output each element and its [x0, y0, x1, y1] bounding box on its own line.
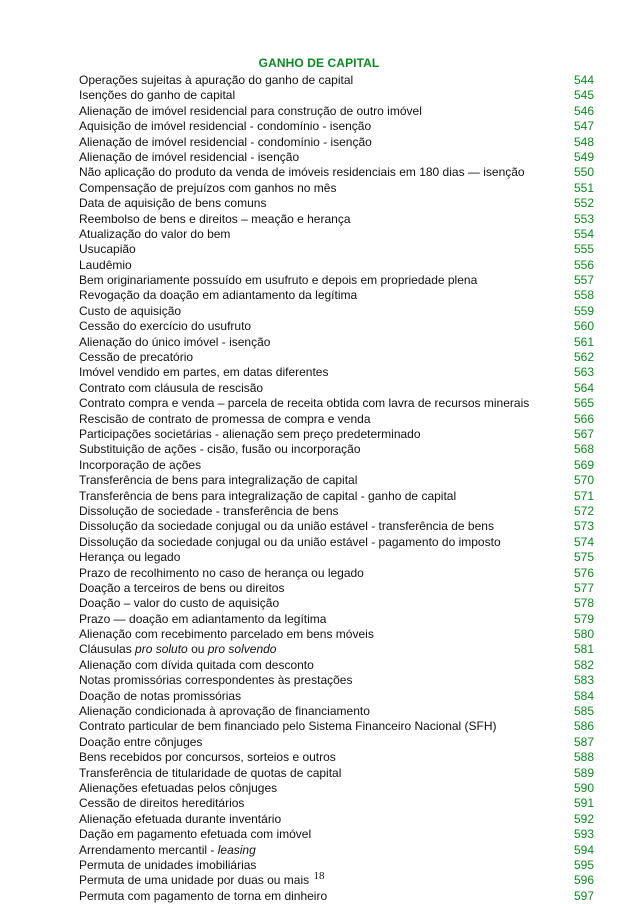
- toc-entry-page: 590: [573, 780, 594, 795]
- toc-entry: [79, 812, 594, 827]
- toc-entry-title: Reembolso de bens e direitos – meação e herança: [79, 211, 351, 226]
- toc-entry-page: 549: [573, 149, 594, 164]
- toc-entry: [79, 627, 594, 642]
- toc-entry: [79, 273, 594, 288]
- toc-entry-title: [79, 642, 276, 657]
- toc-entry: [79, 550, 594, 565]
- toc-entry: [79, 719, 594, 734]
- toc-entry-title: Alienação de imóvel residencial para construção de outro imóvel: [79, 103, 422, 118]
- toc-entry: [79, 781, 594, 796]
- toc-entry-title: Rescisão de contrato de promessa de compra e venda: [79, 411, 371, 426]
- toc-entry-page: 597: [573, 888, 594, 903]
- toc-entry-page: 588: [573, 750, 594, 765]
- toc-entry-title: Atualização do valor do bem: [79, 226, 231, 241]
- toc-entry-title: Operações sujeitas à apuração do ganho de capital: [79, 73, 354, 87]
- toc-entry: [79, 335, 594, 350]
- toc-entry-page: 569: [573, 457, 594, 472]
- toc-entry-title: Aquisição de imóvel residencial - condomínio - isenção: [79, 119, 372, 134]
- toc-entry-page: 584: [573, 688, 594, 703]
- toc-entry-title: Imóvel vendido em partes, em datas diferentes: [79, 365, 329, 380]
- toc-entry-page: 551: [573, 180, 594, 195]
- toc-entry-title: Prazo de recolhimento no caso de herança ou legado: [79, 565, 364, 580]
- toc-entry-title: Alienação do único imóvel - isenção: [79, 334, 271, 349]
- toc-entry-page: 587: [573, 734, 594, 749]
- toc-entry-page: 565: [573, 396, 594, 411]
- toc-entry: [79, 612, 594, 627]
- toc-entry-page: 591: [573, 796, 594, 811]
- toc-entry-page: 554: [573, 226, 594, 241]
- toc-entry-title: Cessão de direitos hereditários: [79, 796, 245, 811]
- toc-entry: [79, 196, 594, 211]
- page-number: 18: [313, 870, 325, 882]
- toc-entry-title: Bens recebidos por concursos, sorteios e outros: [79, 750, 336, 765]
- toc-entry: [79, 119, 594, 134]
- toc-entry: [79, 150, 594, 165]
- toc-entry-title-italic: pro soluto: [135, 642, 188, 657]
- toc-entry: [79, 212, 594, 227]
- toc-entry-title: Doação – valor do custo de aquisição: [79, 596, 280, 611]
- toc-entry: [79, 135, 594, 150]
- toc-entry-title-italic: pro solvendo: [207, 642, 277, 657]
- toc-entry: [79, 319, 594, 334]
- toc-entry-title-part: ou: [187, 642, 208, 657]
- toc-entry-title: Laudêmio: [79, 257, 132, 272]
- toc-entry: [79, 227, 594, 242]
- toc-entry-title: Alienação de imóvel residencial - condomínio - isenção: [79, 134, 372, 149]
- toc-entry-page: 553: [573, 211, 594, 226]
- toc-entry: [79, 642, 594, 657]
- toc-entry-title: Dissolução de sociedade - transferência de bens: [79, 503, 339, 518]
- toc-entry: [79, 396, 594, 411]
- toc-entry-title: Dação em pagamento efetuada com imóvel: [79, 827, 312, 842]
- toc-entry: [79, 88, 594, 103]
- toc-entry: [79, 596, 594, 611]
- toc-entry-page: 574: [573, 534, 594, 549]
- toc-entry-title: Contrato compra e venda – parcela de receita obtida com lavra de recursos minerais: [79, 396, 530, 411]
- toc-entry-title: Dissolução da sociedade conjugal ou da união estável - pagamento do imposto: [79, 534, 501, 549]
- toc-entry: [79, 473, 594, 488]
- toc-entry-page: 546: [573, 103, 594, 118]
- toc-entry-page: 560: [573, 319, 594, 334]
- toc-entry-page: 545: [573, 88, 594, 103]
- toc-entry: [79, 504, 594, 519]
- toc-entry: [79, 458, 594, 473]
- toc-entry-title: Usucapião: [79, 242, 136, 257]
- toc-entry-title: [79, 843, 256, 858]
- toc-entry-page: 572: [573, 503, 594, 518]
- toc-entry-title: Transferência de bens para integralização de capital: [79, 473, 358, 488]
- toc-entry-page: 582: [573, 657, 594, 672]
- toc-entry-page: 567: [573, 426, 594, 441]
- toc-entry-page: 571: [573, 488, 594, 503]
- toc-entry-title: Alienação com recebimento parcelado em bens móveis: [79, 627, 374, 642]
- toc-entry-title: Transferência de titularidade de quotas de capital: [79, 765, 342, 780]
- toc-entry: [79, 350, 594, 365]
- toc-entry-page: 564: [573, 380, 594, 395]
- toc-entry-page: 556: [573, 257, 594, 272]
- toc-entry: [79, 304, 594, 319]
- toc-entry-page: 562: [573, 350, 594, 365]
- toc-entry-page: 561: [573, 334, 594, 349]
- toc-entry-title: Alienações efetuadas pelos cônjuges: [79, 780, 278, 795]
- toc-entry: [79, 104, 594, 119]
- toc-entry: [79, 442, 594, 457]
- toc-entry: [79, 519, 594, 534]
- toc-entry-page: 577: [573, 580, 594, 595]
- toc-entry: [79, 242, 594, 257]
- toc-entry-page: 586: [573, 719, 594, 734]
- toc-entry-title: Permuta de unidades imobiliárias: [79, 857, 257, 872]
- toc-entry: [79, 427, 594, 442]
- toc-entry-title: Data de aquisição de bens comuns: [79, 196, 267, 211]
- toc-entry-title: Custo de aquisição: [79, 303, 182, 318]
- toc-entry-title: Cessão do exercício do usufruto: [79, 319, 252, 334]
- toc-entry-page: 592: [573, 811, 594, 826]
- toc-entry-title-part: Arrendamento mercantil -: [79, 842, 218, 857]
- toc-entry-title-italic: leasing: [217, 842, 256, 857]
- toc-entry-title-part: Cláusulas: [79, 642, 136, 657]
- toc-entry: [79, 535, 594, 550]
- toc-entry: [79, 288, 594, 303]
- toc-entry: [79, 704, 594, 719]
- toc-entry: [79, 181, 594, 196]
- toc-entry: [79, 750, 594, 765]
- toc-entry-title: Incorporação de ações: [79, 457, 202, 472]
- toc-entry-page: 559: [573, 303, 594, 318]
- toc-entry-title: Isenções do ganho de capital: [79, 88, 236, 103]
- toc-entry: [79, 766, 594, 781]
- toc-entry-page: 573: [573, 519, 594, 534]
- toc-entry: [79, 796, 594, 811]
- toc-entry: [79, 843, 594, 858]
- toc-entry-title: Doação entre cônjuges: [79, 734, 203, 749]
- toc-entry: [79, 658, 594, 673]
- toc-entry-page: 595: [573, 857, 594, 872]
- toc-entry-page: 585: [573, 704, 594, 719]
- toc-entry-page: 568: [573, 442, 594, 457]
- toc-entry: [79, 365, 594, 380]
- toc-entry-title: Alienação de imóvel residencial - isenção: [79, 149, 300, 164]
- toc-entry-title: Revogação da doação em adiantamento da legítima: [79, 288, 358, 303]
- toc-entry-page: 550: [573, 165, 594, 180]
- toc-entry-title: Prazo — doação em adiantamento da legítima: [79, 611, 327, 626]
- toc-entry: [79, 581, 594, 596]
- toc-entry-page: 575: [573, 550, 594, 565]
- toc-entry: [79, 73, 594, 88]
- toc-entry-page: 548: [573, 134, 594, 149]
- toc-entry: [79, 412, 594, 427]
- toc-entry-page: 566: [573, 411, 594, 426]
- toc-entry: [79, 566, 594, 581]
- toc-entry-title: Permuta com pagamento de torna em dinheiro: [79, 888, 328, 903]
- toc-entry: [79, 889, 594, 904]
- toc-entry-page: 563: [573, 365, 594, 380]
- toc-entry-title: Doação a terceiros de bens ou direitos: [79, 580, 285, 595]
- section-heading: GANHO DE CAPITAL: [258, 56, 380, 70]
- toc-entry-title: Alienação com dívida quitada com desconto: [79, 657, 314, 672]
- toc-entry-title: Dissolução da sociedade conjugal ou da união estável - transferência de bens: [79, 519, 494, 534]
- toc-entry: [79, 735, 594, 750]
- toc-entry-title: Bem originariamente possuído em usufruto e depois em propriedade plena: [79, 273, 478, 288]
- toc-entry-page: 583: [573, 673, 594, 688]
- toc-entry-page: 593: [573, 827, 594, 842]
- toc-entry-page: 578: [573, 596, 594, 611]
- toc-entry-page: 580: [573, 627, 594, 642]
- toc-entry: [79, 827, 594, 842]
- toc-entry-title: Substituição de ações - cisão, fusão ou incorporação: [79, 442, 361, 457]
- toc-entry-page: 594: [573, 842, 594, 857]
- toc-entry: [79, 258, 594, 273]
- toc-entry-page: 570: [573, 473, 594, 488]
- toc-entry-title: Não aplicação do produto da venda de imóveis residenciais em 180 dias — isenção: [79, 165, 525, 180]
- toc-entry-page: 581: [573, 642, 594, 657]
- toc-entry: [79, 673, 594, 688]
- toc-entry-page: 576: [573, 565, 594, 580]
- toc-entry: [79, 489, 594, 504]
- toc-entry-page: 544: [573, 73, 594, 87]
- toc-entry-title: Herança ou legado: [79, 550, 181, 565]
- toc-entry-page: 557: [573, 273, 594, 288]
- toc-entry-title: Contrato particular de bem financiado pelo Sistema Financeiro Nacional (SFH): [79, 719, 497, 734]
- toc-entry-title: Alienação efetuada durante inventário: [79, 811, 282, 826]
- toc-entry-page: 552: [573, 196, 594, 211]
- toc-entry-title: Compensação de prejuízos com ganhos no mês: [79, 180, 337, 195]
- toc-entry-page: 596: [573, 873, 594, 888]
- toc-entry-page: 579: [573, 611, 594, 626]
- toc-entry-title: Alienação condicionada à aprovação de financiamento: [79, 704, 370, 719]
- toc-entry-title: Permuta de uma unidade por duas ou mais: [79, 873, 310, 888]
- toc-entry-page: 558: [573, 288, 594, 303]
- toc-entry-page: 589: [573, 765, 594, 780]
- toc-entry-title: Contrato com cláusula de rescisão: [79, 380, 264, 395]
- toc-entry-page: 555: [573, 242, 594, 257]
- toc-entry: [79, 165, 594, 180]
- toc-entry-page: 547: [573, 119, 594, 134]
- toc-entry: [79, 381, 594, 396]
- toc-entry-title: Notas promissórias correspondentes às prestações: [79, 673, 353, 688]
- toc-entry-title: Doação de notas promissórias: [79, 688, 242, 703]
- table-of-contents: [79, 73, 594, 904]
- toc-entry: [79, 689, 594, 704]
- toc-entry-title: Participações societárias - alienação sem preço predeterminado: [79, 426, 421, 441]
- toc-entry-title: Transferência de bens para integralização de capital - ganho de capital: [79, 488, 457, 503]
- toc-entry-title: Cessão de precatório: [79, 350, 194, 365]
